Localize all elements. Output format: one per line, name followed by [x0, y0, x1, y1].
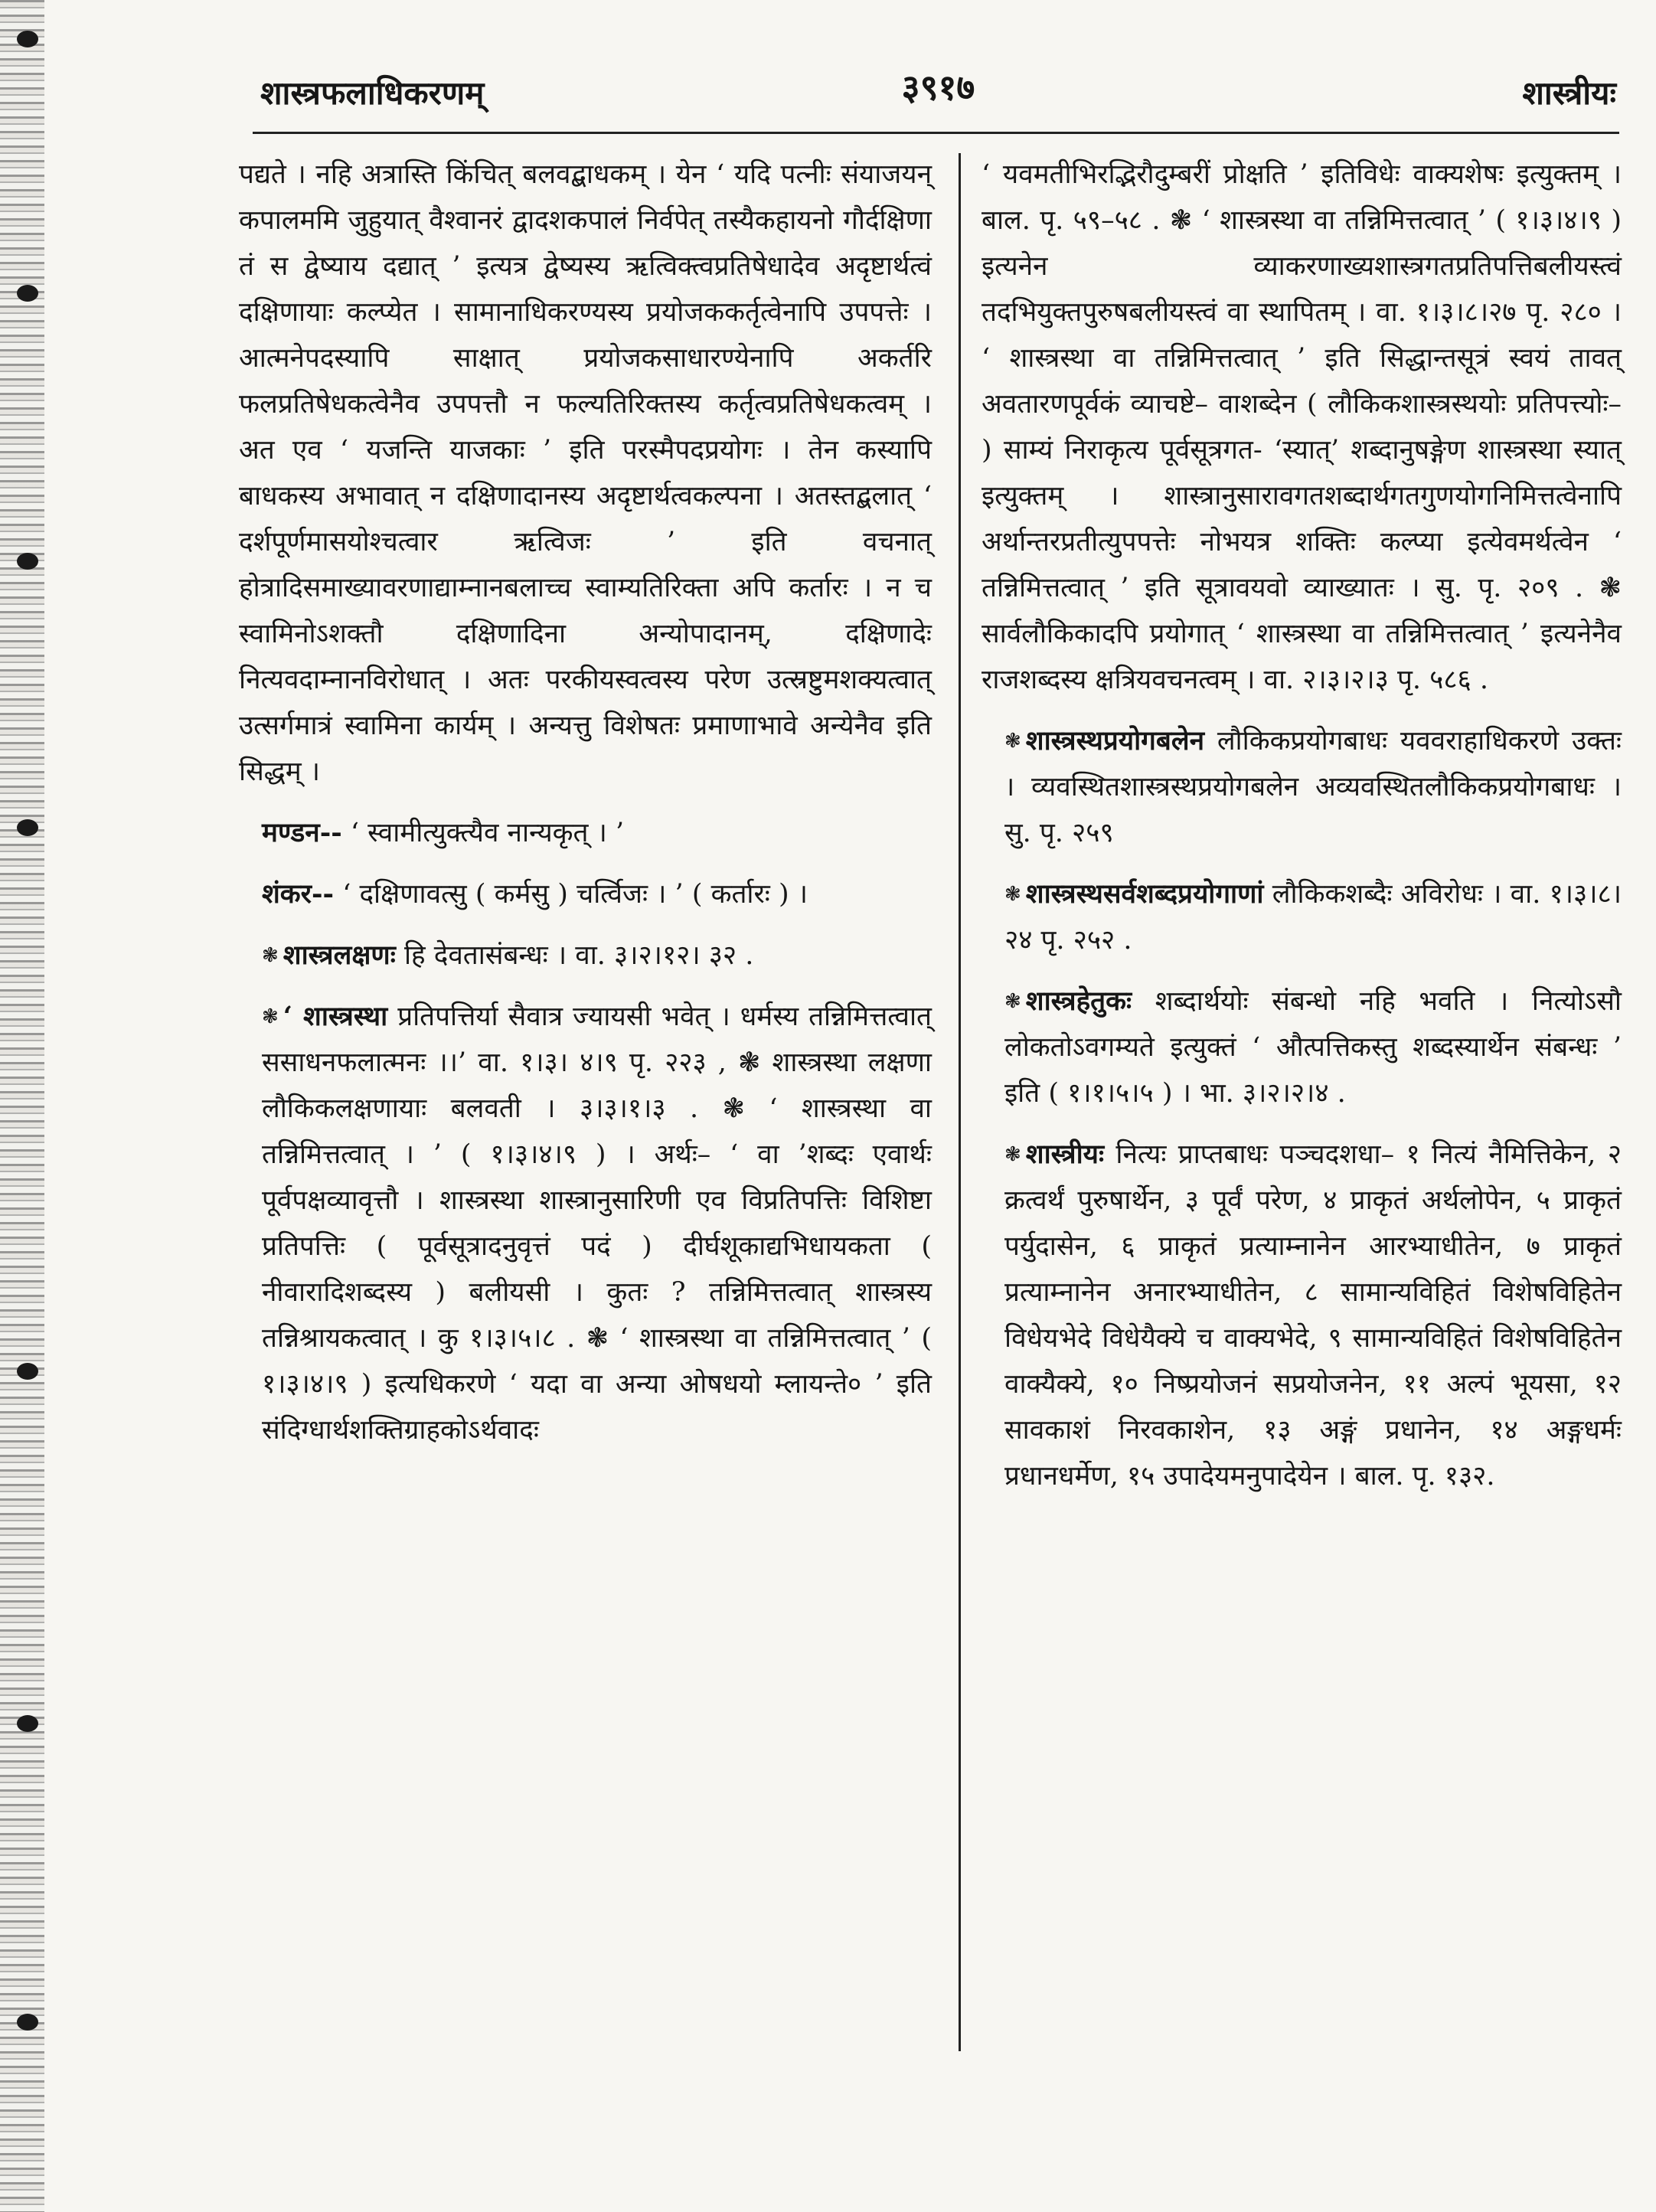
- entry: [262, 994, 932, 1453]
- entry-text: नित्यः प्राप्तबाधः पञ्चदशधा– १ नित्यं नैमित्तिकेन, २ क्रत्वर्थं पुरुषार्थेन, ३ पूर्वं परेण, ४ प्राकृतं अर्थलोपेन, ५ प्राकृतं पर्युदासेन, ६ प्राकृतं प्रत्याम्नानेन आरभ्याधीतेन, ७ प्राकृतं प्रत्याम्नानेन अनारभ्याधीतेन, ८ सामान्यविहितं विशेषविहितेन विधेयभेदे विधेयैक्ये च वाक्यभेदे, ९ सामान्यविहितं विशेषविहितेन वाक्यैक्ये, १० निष्प्रयोजनं सप्रयोजनेन, ११ अल्पं भूयसा, १२ सावकाशं निरवकाशेन, १३ अङ्गं प्रधानेन, १४ अङ्गधर्मः प्रधानधर्मेण, १५ उपादेयमनुपादेयेन । बाल. पृ. १३२.: [1004, 1139, 1622, 1492]
- mandan-text: ‘ स्वामीत्युक्त्यैव नान्यकृत् । ’: [350, 818, 625, 848]
- entry: [1004, 871, 1622, 963]
- entry-head: ‘ शास्त्रस्था: [283, 1001, 388, 1032]
- running-head-left: शास्त्रफलाधिकरणम्: [260, 74, 485, 112]
- page-number: ३९१७: [901, 67, 975, 108]
- bullet-icon: ❃: [1004, 730, 1021, 753]
- left-column: [239, 152, 932, 1469]
- binding-hole: [17, 1715, 38, 1732]
- header-rule: [253, 132, 1619, 134]
- right-column: [982, 152, 1622, 1514]
- shankar-quote: [262, 871, 932, 917]
- page-header: [260, 63, 1616, 116]
- paragraph: पद्यते । नहि अत्रास्ति किंचित् बलवद्बाधकम् । येन ‘ यदि पत्नीः संयाजयन् कपालममि जुहुयात् वैश्वानरं द्वादशकपालं निर्वपेत् तस्यैकहायनो गौर्दक्षिणा तं स द्वेष्याय दद्यात् ’ इत्यत्र द्वेष्यस्य ऋत्विक्त्वप्रतिषेधादेव अदृष्टार्थत्वं दक्षिणायाः कल्प्येत । सामानाधिकरण्यस्य प्रयोजककर्तृत्वेनापि उपपत्तेः । आत्मनेपदस्यापि साक्षात् प्रयोजकसाधारण्येनापि अकर्तरि फलप्रतिषेधकत्वेनैव उपपत्तौ न फल्यतिरिक्तस्य कर्तृत्वप्रतिषेधकत्वम् । अत एव ‘ यजन्ति याजकाः ’ इति परस्मैपदप्रयोगः । तेन कस्यापि बाधकस्य अभावात् न दक्षिणादानस्य अदृष्टार्थत्वकल्पना । अतस्तद्बलात् ‘ दर्शपूर्णमासयोश्चत्वार ऋत्विजः ’ इति वचनात् होत्रादिसमाख्यावरणाद्याम्नानबलाच्च स्वाम्यतिरिक्ता अपि कर्तारः । न च स्वामिनोऽशक्तौ दक्षिणादिना अन्योपादानम्, दक्षिणादेः नित्यवदाम्नानविरोधात् । अतः परकीयस्वत्वस्य परेण उत्स्रष्टुमशक्यत्वात् उत्सर्गमात्रं स्वामिना कार्यम् । अन्यत्तु विशेषतः प्रमाणाभावे अन्येनैव इति सिद्धम् ।: [239, 159, 932, 787]
- entry-head: शास्त्रस्थप्रयोगबलेन: [1025, 725, 1205, 756]
- mandan-quote: [262, 810, 932, 856]
- bullet-icon: ❃: [1004, 883, 1021, 906]
- binding-hole: [17, 2014, 38, 2031]
- entry-text: हि देवतासंबन्धः । वा. ३।२।१२। ३२ .: [403, 940, 754, 971]
- binding-hole: [17, 819, 38, 836]
- entry-head: शास्त्रीयः: [1025, 1139, 1105, 1170]
- paragraph: ‘ यवमतीभिरद्भिरौदुम्बरीं प्रोक्षति ’ इतिविधेः वाक्यशेषः इत्युक्तम् । बाल. पृ. ५९–५८ . ❃ ‘ शास्त्रस्था वा तन्निमित्तत्वात् ’ ( १।३।४।९ ) इत्यनेन व्याकरणाख्यशास्त्रगतप्रतिपत्तिबलीयस्त्वं तदभियुक्तपुरुषबलीयस्त्वं वा स्थापितम् । वा. १।३।८।२७ पृ. २८० । ‘ शास्त्रस्था वा तन्निमित्तत्वात् ’ इति सिद्धान्तसूत्रं स्वयं तावत् अवतारणपूर्वकं व्याचष्टे– वाशब्देन ( लौकिकशास्त्रस्थयोः प्रतिपत्त्योः– ) साम्यं निराकृत्य पूर्वसूत्रगत- ‘स्यात्’ शब्दानुषङ्गेण शास्त्रस्था स्यात् इत्युक्तम् । शास्त्रानुसारावगतशब्दार्थगतगुणयोगनिमित्तत्वेनापि अर्थान्तरप्रतीत्युपपत्तेः नोभयत्र शक्तिः कल्प्या इत्येवमर्थत्वेन ‘ तन्निमित्तत्वात् ’ इति सूत्रावयवो व्याख्यातः । सु. पृ. २०९ . ❃ सार्वलौकिकादपि प्रयोगात् ‘ शास्त्रस्था वा तन्निमित्तत्वात् ’ इत्यनेनैव राजशब्दस्य क्षत्रियवचनत्वम् । वा. २।३।२।३ पृ. ५८६ .: [982, 159, 1622, 695]
- mandan-label: मण्डन--: [262, 817, 342, 848]
- entry: [1004, 1132, 1622, 1499]
- scan-edge: [0, 0, 44, 2212]
- bullet-icon: ❃: [262, 944, 279, 967]
- shankar-label: शंकर--: [262, 878, 335, 910]
- bullet-icon: ❃: [1004, 1143, 1021, 1166]
- bullet-icon: ❃: [1004, 990, 1021, 1013]
- entry-head: शास्त्रलक्षणः: [283, 939, 396, 971]
- binding-hole: [17, 31, 38, 47]
- entry: [1004, 979, 1622, 1116]
- entry-head: शास्त्रस्थसर्वशब्दप्रयोगाणां: [1025, 878, 1264, 910]
- binding-hole: [17, 1363, 38, 1380]
- column-divider: [959, 153, 961, 2051]
- entry: [1004, 718, 1622, 856]
- entry-text: लौकिकप्रयोगबाधः यववराहाधिकरणे उक्तः । व्यवस्थितशास्त्रस्थप्रयोगबलेन अव्यवस्थितलौकिकप्रयोगबाधः । सु. पृ. २५९: [1004, 726, 1622, 848]
- shankar-text: ‘ दक्षिणावत्सु ( कर्मसु ) चर्त्विजः । ’ ( कर्तारः ) ।: [342, 879, 808, 910]
- entry-text: प्रतिपत्तिर्या सैवात्र ज्यायसी भवेत् । धर्मस्य तन्निमित्तत्वात् ससाधनफलात्मनः ।।’ वा. १।३। ४।९ पृ. २२३ , ❃ शास्त्रस्था लक्षणा लौकिकलक्षणायाः बलवती । ३।३।१।३ . ❃ ‘ शास्त्रस्था वा तन्निमित्तत्वात् । ’ ( १।३।४।९ ) । अर्थः– ‘ वा ’शब्दः एवार्थः पूर्वपक्षव्यावृत्तौ । शास्त्रस्था शास्त्रानुसारिणी एव विप्रतिपत्तिः विशिष्टा प्रतिपत्तिः ( पूर्वसूत्रादनुवृत्तं पदं ) दीर्घशूकाद्यभिधायकता ( नीवारादिशब्दस्य ) बलीयसी । कुतः ? तन्निमित्तत्वात् शास्त्रस्य तन्निश्रायकत्वात् । कु १।३।५।८ . ❃ ‘ शास्त्रस्था वा तन्निमित्तत्वात् ’ ( १।३।४।९ ) इत्यधिकरणे ‘ यदा वा अन्या ओषधयो म्लायन्ते० ’ इति संदिग्धार्थशक्तिग्राहकोऽर्थवादः: [262, 1001, 933, 1446]
- entry-text: शब्दार्थयोः संबन्धो नहि भवति । नित्योऽसौ लोकतोऽवगम्यते इत्युक्तं ‘ औत्पत्तिकस्तु शब्दस्यार्थेन संबन्धः ’ इति ( १।१।५।५ ) । भा. ३।२।२।४ .: [1004, 986, 1622, 1109]
- binding-hole: [17, 285, 38, 302]
- bullet-icon: ❃: [262, 1005, 279, 1028]
- binding-hole: [17, 553, 38, 570]
- running-head-right: शास्त्रीयः: [1522, 74, 1616, 112]
- entry-head: शास्त्रहेतुकः: [1025, 985, 1132, 1017]
- entry: [262, 933, 932, 979]
- entry-text: लौकिकशब्दैः अविरोधः । वा. १।३।८।२४ पृ. २५२ .: [1004, 879, 1622, 956]
